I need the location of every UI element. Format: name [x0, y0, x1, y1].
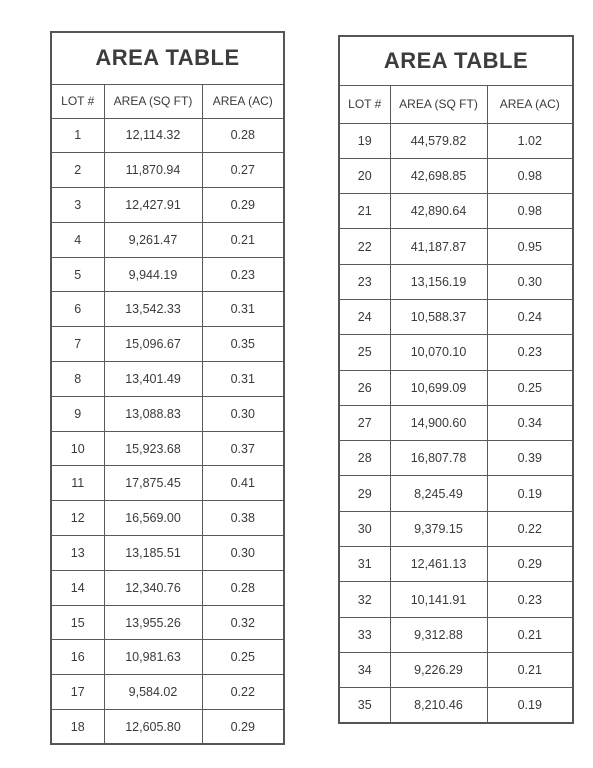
cell-area-sqft: 15,923.68: [104, 431, 202, 466]
cell-lot-number: 26: [339, 370, 390, 405]
cell-area-sqft: 12,461.13: [390, 547, 487, 582]
cell-lot-number: 31: [339, 547, 390, 582]
cell-lot-number: 29: [339, 476, 390, 511]
cell-lot-number: 13: [51, 536, 104, 571]
table-row: [51, 362, 284, 397]
cell-lot-number: 23: [339, 264, 390, 299]
cell-area-ac: 0.98: [487, 194, 573, 229]
cell-area-sqft: 14,900.60: [390, 405, 487, 440]
cell-area-sqft: 16,569.00: [104, 501, 202, 536]
column-header-area-sqft: AREA (SQ FT): [104, 84, 202, 118]
cell-area-ac: 0.35: [202, 327, 284, 362]
cell-area-ac: 0.19: [487, 688, 573, 723]
cell-area-ac: 0.98: [487, 158, 573, 193]
cell-lot-number: 21: [339, 194, 390, 229]
table-row: [51, 396, 284, 431]
table-row: [339, 511, 573, 546]
cell-area-ac: 0.28: [202, 118, 284, 153]
cell-area-sqft: 9,261.47: [104, 222, 202, 257]
cell-area-ac: 0.19: [487, 476, 573, 511]
cell-area-sqft: 11,870.94: [104, 153, 202, 188]
cell-area-sqft: 13,185.51: [104, 536, 202, 571]
cell-area-ac: 0.25: [487, 370, 573, 405]
table-row: [51, 710, 284, 745]
table-row: [339, 299, 573, 334]
table-row: [51, 640, 284, 675]
cell-lot-number: 11: [51, 466, 104, 501]
cell-lot-number: 1: [51, 118, 104, 153]
cell-area-ac: 0.32: [202, 605, 284, 640]
table-row: [339, 405, 573, 440]
cell-area-sqft: 13,955.26: [104, 605, 202, 640]
table-row: [51, 605, 284, 640]
table-row: [339, 264, 573, 299]
cell-area-ac: 0.22: [202, 675, 284, 710]
cell-lot-number: 4: [51, 222, 104, 257]
cell-area-ac: 0.29: [202, 710, 284, 745]
area-table-title: AREA TABLE: [339, 36, 573, 85]
cell-area-sqft: 13,401.49: [104, 362, 202, 397]
cell-area-ac: 0.28: [202, 570, 284, 605]
cell-area-sqft: 16,807.78: [390, 441, 487, 476]
cell-lot-number: 30: [339, 511, 390, 546]
cell-area-ac: 0.29: [202, 188, 284, 223]
cell-area-ac: 0.39: [487, 441, 573, 476]
cell-lot-number: 22: [339, 229, 390, 264]
table-row: [339, 652, 573, 687]
table-row: [339, 547, 573, 582]
cell-lot-number: 10: [51, 431, 104, 466]
cell-area-sqft: 8,210.46: [390, 688, 487, 723]
cell-area-sqft: 10,141.91: [390, 582, 487, 617]
cell-area-sqft: 12,605.80: [104, 710, 202, 745]
cell-area-ac: 0.21: [487, 652, 573, 687]
table-row: [339, 688, 573, 723]
cell-area-ac: 0.31: [202, 362, 284, 397]
cell-lot-number: 9: [51, 396, 104, 431]
cell-area-ac: 0.95: [487, 229, 573, 264]
area-table-body: [339, 123, 573, 723]
table-row: [51, 675, 284, 710]
cell-lot-number: 34: [339, 652, 390, 687]
cell-lot-number: 27: [339, 405, 390, 440]
area-table-right: [338, 35, 574, 724]
cell-area-ac: 0.30: [202, 396, 284, 431]
cell-area-sqft: 44,579.82: [390, 123, 487, 158]
column-header-lot: LOT #: [339, 85, 390, 123]
cell-area-sqft: 42,890.64: [390, 194, 487, 229]
cell-area-sqft: 9,226.29: [390, 652, 487, 687]
table-row: [51, 222, 284, 257]
cell-area-sqft: 9,944.19: [104, 257, 202, 292]
table-row: [339, 441, 573, 476]
cell-area-ac: 0.31: [202, 292, 284, 327]
cell-lot-number: 17: [51, 675, 104, 710]
cell-area-ac: 0.34: [487, 405, 573, 440]
cell-area-sqft: 10,699.09: [390, 370, 487, 405]
cell-area-ac: 0.27: [202, 153, 284, 188]
table-row: [51, 570, 284, 605]
cell-area-sqft: 9,379.15: [390, 511, 487, 546]
cell-lot-number: 15: [51, 605, 104, 640]
cell-lot-number: 16: [51, 640, 104, 675]
cell-area-sqft: 41,187.87: [390, 229, 487, 264]
cell-area-sqft: 17,875.45: [104, 466, 202, 501]
table-row: [339, 158, 573, 193]
cell-lot-number: 28: [339, 441, 390, 476]
cell-lot-number: 2: [51, 153, 104, 188]
cell-area-sqft: 15,096.67: [104, 327, 202, 362]
cell-area-ac: 0.25: [202, 640, 284, 675]
cell-lot-number: 8: [51, 362, 104, 397]
table-row: [51, 118, 284, 153]
table-row: [339, 335, 573, 370]
cell-lot-number: 5: [51, 257, 104, 292]
cell-area-ac: 0.30: [202, 536, 284, 571]
cell-area-sqft: 12,114.32: [104, 118, 202, 153]
cell-lot-number: 19: [339, 123, 390, 158]
cell-lot-number: 7: [51, 327, 104, 362]
cell-area-ac: 0.21: [202, 222, 284, 257]
cell-area-sqft: 12,427.91: [104, 188, 202, 223]
table-row: [51, 327, 284, 362]
table-row: [51, 501, 284, 536]
cell-area-sqft: 42,698.85: [390, 158, 487, 193]
cell-lot-number: 6: [51, 292, 104, 327]
cell-lot-number: 3: [51, 188, 104, 223]
table-row: [51, 257, 284, 292]
cell-lot-number: 14: [51, 570, 104, 605]
column-header-area-sqft: AREA (SQ FT): [390, 85, 487, 123]
cell-lot-number: 18: [51, 710, 104, 745]
table-row: [51, 153, 284, 188]
cell-area-ac: 0.24: [487, 299, 573, 334]
table-row: [339, 617, 573, 652]
cell-area-ac: 0.22: [487, 511, 573, 546]
cell-area-sqft: 12,340.76: [104, 570, 202, 605]
table-row: [339, 476, 573, 511]
column-header-area-ac: AREA (AC): [202, 84, 284, 118]
cell-area-sqft: 10,588.37: [390, 299, 487, 334]
column-header-area-ac: AREA (AC): [487, 85, 573, 123]
cell-area-sqft: 13,542.33: [104, 292, 202, 327]
cell-area-ac: 0.29: [487, 547, 573, 582]
cell-area-ac: 0.38: [202, 501, 284, 536]
cell-area-sqft: 9,312.88: [390, 617, 487, 652]
cell-area-sqft: 10,070.10: [390, 335, 487, 370]
table-row: [51, 466, 284, 501]
cell-lot-number: 20: [339, 158, 390, 193]
cell-lot-number: 35: [339, 688, 390, 723]
cell-lot-number: 12: [51, 501, 104, 536]
cell-area-sqft: 9,584.02: [104, 675, 202, 710]
area-table-body: [51, 118, 284, 744]
cell-area-sqft: 10,981.63: [104, 640, 202, 675]
column-header-lot: LOT #: [51, 84, 104, 118]
table-row: [339, 194, 573, 229]
cell-area-ac: 1.02: [487, 123, 573, 158]
cell-area-sqft: 13,156.19: [390, 264, 487, 299]
table-row: [339, 370, 573, 405]
cell-area-ac: 0.21: [487, 617, 573, 652]
table-row: [339, 123, 573, 158]
cell-area-ac: 0.37: [202, 431, 284, 466]
table-row: [51, 431, 284, 466]
table-row: [339, 229, 573, 264]
cell-area-ac: 0.23: [202, 257, 284, 292]
table-row: [51, 292, 284, 327]
cell-area-ac: 0.30: [487, 264, 573, 299]
cell-area-sqft: 8,245.49: [390, 476, 487, 511]
cell-area-ac: 0.41: [202, 466, 284, 501]
table-row: [339, 582, 573, 617]
cell-lot-number: 33: [339, 617, 390, 652]
cell-area-sqft: 13,088.83: [104, 396, 202, 431]
table-row: [51, 188, 284, 223]
area-table-left: [50, 31, 285, 745]
cell-lot-number: 25: [339, 335, 390, 370]
cell-area-ac: 0.23: [487, 582, 573, 617]
cell-lot-number: 32: [339, 582, 390, 617]
cell-area-ac: 0.23: [487, 335, 573, 370]
area-table-title: AREA TABLE: [51, 32, 284, 84]
table-row: [51, 536, 284, 571]
cell-lot-number: 24: [339, 299, 390, 334]
